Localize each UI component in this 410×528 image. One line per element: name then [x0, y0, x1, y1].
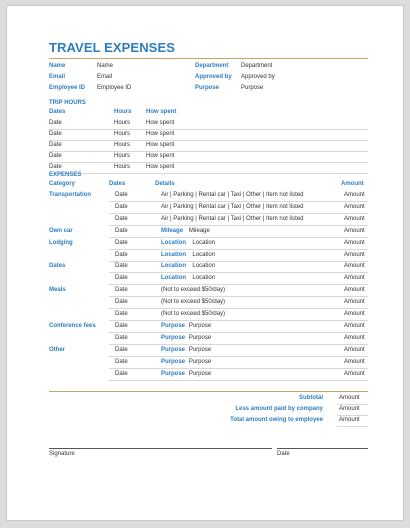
expense-details-cell[interactable]: Location — [192, 251, 216, 258]
expense-detail-prefix: Location — [161, 239, 186, 246]
title-rule — [49, 58, 368, 59]
trip-row-divider — [49, 140, 368, 141]
trip-how-spent-cell[interactable]: How spent — [146, 153, 175, 159]
expense-details-cell[interactable]: (Not to exceed $50/day) — [161, 287, 226, 294]
name-label: Name — [49, 63, 66, 69]
expense-amount-cell[interactable]: Amount — [344, 299, 365, 306]
trip-row-divider — [49, 162, 368, 163]
expense-category-label: Transportation — [49, 192, 92, 198]
trip-date-cell[interactable]: Date — [49, 142, 62, 148]
trip-hours-title: TRIP HOURS — [49, 100, 86, 106]
name-field[interactable]: Name — [97, 63, 114, 69]
expense-row-divider — [109, 308, 368, 309]
expense-date-cell[interactable]: Date — [115, 334, 128, 341]
document-page — [6, 5, 404, 521]
subtotal-line — [337, 404, 368, 405]
trip-how-spent-cell[interactable]: How spent — [146, 142, 175, 148]
expense-date-cell[interactable]: Date — [115, 346, 128, 353]
expense-amount-cell[interactable]: Amount — [344, 346, 365, 353]
expense-category-label: Own car — [49, 227, 73, 234]
expense-amount-cell[interactable]: Amount — [344, 334, 365, 341]
expense-date-cell[interactable]: Date — [115, 299, 128, 306]
trip-hours-col-dates: Dates — [49, 109, 66, 115]
document-title: TRAVEL EXPENSES — [49, 40, 175, 55]
expense-row-divider — [109, 213, 368, 214]
trip-hours-cell[interactable]: Hours — [114, 164, 131, 170]
expense-row-divider — [109, 272, 368, 273]
expense-amount-cell[interactable]: Amount — [344, 227, 365, 234]
expenses-title: EXPENSES — [49, 172, 82, 178]
expense-detail-prefix: Location — [161, 251, 186, 258]
expense-category-label: Conference fees — [49, 322, 96, 329]
expense-details-cell[interactable]: Mileage — [188, 227, 210, 234]
expense-detail-prefix: Location — [161, 275, 186, 282]
expense-details-cell[interactable]: Purpose — [188, 358, 212, 365]
expense-category-label: Lodging — [49, 239, 73, 246]
trip-row-divider — [49, 173, 368, 174]
expense-date-cell[interactable]: Date — [115, 358, 128, 365]
expense-detail-prefix: Location — [161, 263, 186, 270]
expense-amount-cell[interactable]: Amount — [344, 263, 365, 270]
trip-date-cell[interactable]: Date — [49, 131, 62, 137]
expense-row-divider — [109, 296, 368, 297]
trip-hours-cell[interactable]: Hours — [114, 142, 131, 148]
expense-details-cell[interactable]: Location — [192, 239, 216, 246]
expense-details-cell[interactable]: Purpose — [188, 346, 212, 353]
expense-category-label: Dates — [49, 263, 66, 270]
signature-date-label: Date — [277, 451, 290, 457]
expense-date-cell[interactable]: Date — [115, 311, 128, 317]
email-field[interactable]: Email — [97, 74, 113, 80]
signature-label: Signature — [49, 451, 75, 457]
trip-hours-cell[interactable]: Hours — [114, 131, 131, 137]
employee-id-label: Employee ID — [49, 85, 86, 91]
expense-row-divider — [109, 249, 368, 250]
trip-how-spent-cell[interactable]: How spent — [146, 164, 175, 170]
expense-amount-cell[interactable]: Amount — [344, 192, 365, 198]
approved-by-field[interactable]: Approved by — [241, 74, 275, 80]
expense-detail-prefix: Purpose — [161, 370, 186, 377]
expenses-col-amount: Amount — [341, 181, 364, 187]
signature-date-line[interactable] — [277, 448, 368, 449]
paid-line — [337, 415, 368, 416]
amount-owing-label: Total amount owing to employee — [230, 417, 323, 423]
owing-line — [337, 426, 368, 427]
trip-hours-cell[interactable]: Hours — [114, 120, 131, 126]
expense-date-cell[interactable]: Date — [115, 322, 128, 329]
purpose-field[interactable]: Purpose — [241, 85, 264, 91]
expense-amount-cell[interactable]: Amount — [344, 322, 365, 329]
expense-details-cell[interactable]: (Not to exceed $50/day) — [161, 299, 226, 306]
totals-rule — [49, 391, 368, 392]
expense-detail-prefix: Mileage — [161, 227, 184, 234]
expense-detail-prefix: Purpose — [161, 334, 186, 341]
trip-row-divider — [49, 129, 368, 130]
expense-details-cell[interactable]: Air | Parking | Rental car | Taxi | Other | Item not listed — [161, 192, 304, 198]
expense-details-cell[interactable]: Purpose — [188, 370, 212, 377]
expense-amount-cell[interactable]: Amount — [344, 370, 365, 377]
expense-amount-cell[interactable]: Amount — [344, 358, 365, 365]
expense-date-cell[interactable]: Date — [115, 275, 128, 282]
department-field[interactable]: Department — [241, 63, 273, 69]
expense-row-divider — [109, 332, 368, 333]
expense-date-cell[interactable]: Date — [115, 370, 128, 377]
trip-how-spent-cell[interactable]: How spent — [146, 131, 175, 137]
approved-by-label: Approved by — [195, 74, 232, 80]
expense-amount-cell[interactable]: Amount — [344, 275, 365, 282]
expense-row-divider — [109, 225, 368, 226]
expense-row-divider — [109, 368, 368, 369]
expenses-col-details: Details — [155, 181, 175, 187]
expenses-col-category: Category — [49, 181, 76, 187]
expense-amount-cell[interactable]: Amount — [344, 251, 365, 258]
expense-details-cell[interactable]: Purpose — [188, 334, 212, 341]
expense-row-divider — [109, 237, 368, 238]
expense-row-divider — [109, 344, 368, 345]
expense-detail-prefix: Purpose — [161, 346, 186, 353]
expense-date-cell[interactable]: Date — [115, 239, 128, 246]
expense-date-cell[interactable]: Date — [115, 215, 128, 222]
expense-details-cell[interactable]: Location — [192, 263, 216, 270]
expense-amount-cell[interactable]: Amount — [344, 239, 365, 246]
trip-hours-col-how-spent: How spent — [146, 109, 177, 115]
subtotal-label: Subtotal — [299, 395, 323, 401]
expense-details-cell[interactable]: Air | Parking | Rental car | Taxi | Other | Item not listed — [161, 215, 304, 222]
trip-how-spent-cell[interactable]: How spent — [146, 120, 175, 126]
expense-date-cell[interactable]: Date — [115, 287, 128, 294]
purpose-label: Purpose — [195, 85, 220, 91]
expense-date-cell[interactable]: Date — [115, 227, 128, 234]
expense-amount-cell[interactable]: Amount — [344, 203, 365, 210]
expense-category-label: Other — [49, 346, 66, 353]
expense-details-cell[interactable]: Location — [192, 275, 216, 282]
expenses-col-dates: Dates — [109, 181, 126, 187]
trip-hours-cell[interactable]: Hours — [114, 153, 131, 159]
paid-by-company-value[interactable]: Amount — [339, 406, 360, 412]
expense-details-cell[interactable]: Air | Parking | Rental car | Taxi | Other | Item not listed — [161, 203, 304, 210]
expense-amount-cell[interactable]: Amount — [344, 311, 365, 317]
subtotal-value[interactable]: Amount — [339, 395, 360, 401]
expense-row-divider — [109, 261, 368, 262]
paid-by-company-label: Less amount paid by company — [235, 406, 323, 412]
expense-date-cell[interactable]: Date — [115, 263, 128, 270]
expense-row-divider — [109, 201, 368, 202]
email-label: Email — [49, 74, 66, 80]
expense-date-cell[interactable]: Date — [115, 192, 128, 198]
expense-row-divider — [109, 356, 368, 357]
expense-date-cell[interactable]: Date — [115, 251, 128, 258]
employee-id-field[interactable]: Employee ID — [97, 85, 132, 91]
trip-date-cell[interactable]: Date — [49, 153, 62, 159]
trip-hours-col-hours: Hours — [114, 109, 132, 115]
expense-details-cell[interactable]: Purpose — [188, 322, 212, 329]
expense-amount-cell[interactable]: Amount — [344, 287, 365, 294]
expense-row-divider — [109, 284, 368, 285]
amount-owing-value[interactable]: Amount — [339, 417, 360, 423]
expense-row-divider — [109, 380, 368, 381]
trip-date-cell[interactable]: Date — [49, 164, 62, 170]
signature-line[interactable] — [49, 448, 272, 449]
trip-row-divider — [49, 151, 368, 152]
expense-details-cell[interactable]: (Not to exceed $50/day) — [161, 311, 226, 317]
department-label: Department — [195, 63, 229, 69]
expense-amount-cell[interactable]: Amount — [344, 215, 365, 222]
expense-row-divider — [109, 320, 368, 321]
trip-date-cell[interactable]: Date — [49, 120, 62, 126]
expense-date-cell[interactable]: Date — [115, 203, 128, 210]
expense-detail-prefix: Purpose — [161, 322, 186, 329]
expense-category-label: Meals — [49, 287, 66, 294]
expense-detail-prefix: Purpose — [161, 358, 186, 365]
